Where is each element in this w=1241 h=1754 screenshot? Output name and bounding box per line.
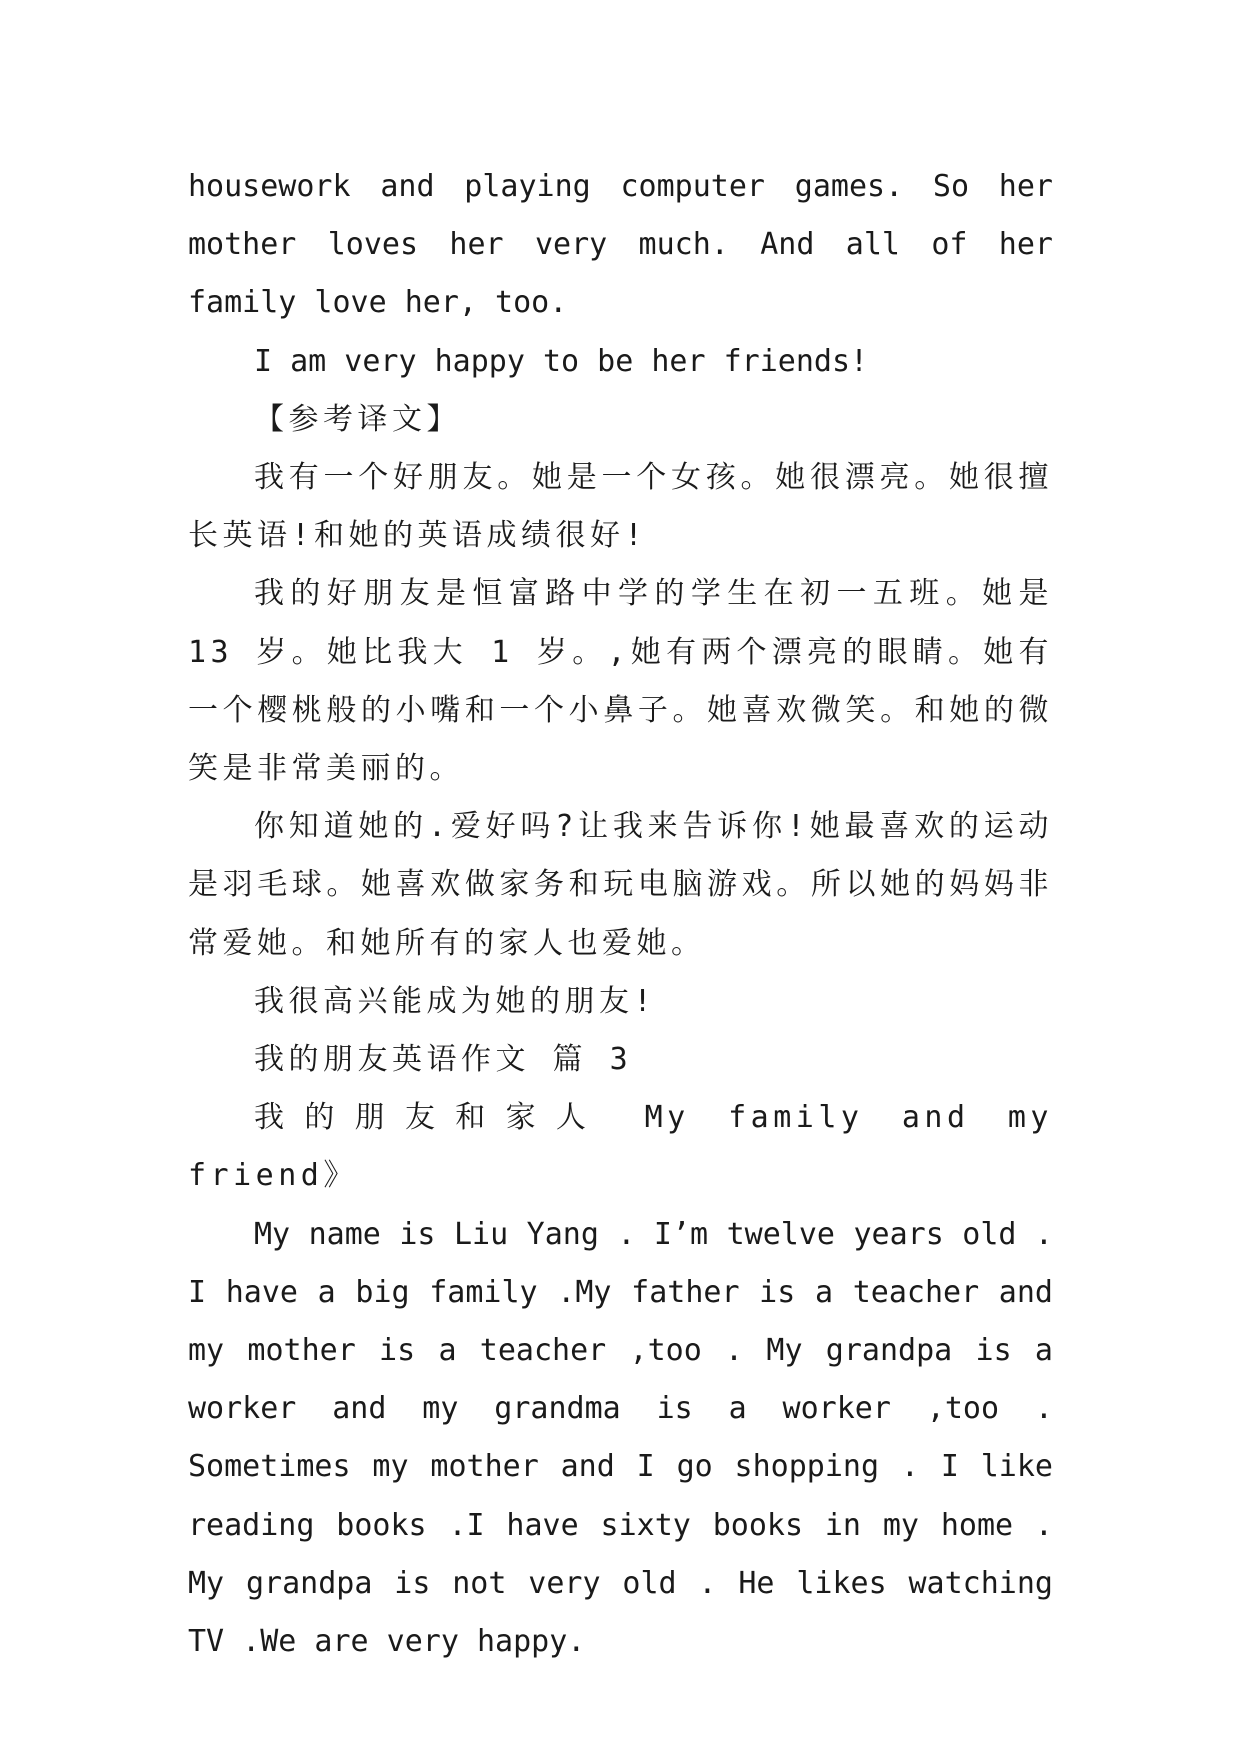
- paragraph-hobby-cn: 你知道她的.爱好吗?让我来告诉你!她最喜欢的运动是羽毛球。她喜欢做家务和玩电脑游戏。所以她的妈妈非常爱她。和她所有的家人也爱她。: [188, 809, 1053, 961]
- paragraph-good-friend-cn: 我有一个好朋友。她是一个女孩。她很漂亮。她很擅长英语!和她的英语成绩很好!: [188, 460, 1053, 554]
- paragraph-housework: housework and playing computer games. So her mother loves her very much. And all of her family love her, too.: [188, 169, 1053, 321]
- paragraph-school-cn: 我的好朋友是恒富路中学的学生在初一五班。她是 13 岁。她比我大 1 岁。,她有两个漂亮的眼睛。她有一个樱桃般的小嘴和一个小鼻子。她喜欢微笑。和她的微笑是非常美丽的。: [188, 576, 1053, 787]
- paragraph-liu-yang: My name is Liu Yang . I’m twelve years old . I have a big family .My father is a teacher and my mother is a teacher ,too . My grandpa is a worker and my grandma is a worker ,too . Sometimes my mother and I go shopping . I like reading books .I have sixty books in my home . My grandpa is not very old . He likes watching TV .We are very happy.: [188, 1216, 1053, 1660]
- essay-title: 我的朋友英语作文 篇 3: [254, 1042, 633, 1078]
- document-page: [188, 158, 1053, 1671]
- essay-subtitle: 我的朋友和家人 My family and my friend》: [188, 1100, 1053, 1194]
- paragraph-glad-cn: 我很高兴能成为她的朋友!: [254, 983, 657, 1019]
- translation-heading: 【参考译文】: [254, 401, 461, 437]
- paragraph-happy-friends: I am very happy to be her friends!: [254, 343, 869, 379]
